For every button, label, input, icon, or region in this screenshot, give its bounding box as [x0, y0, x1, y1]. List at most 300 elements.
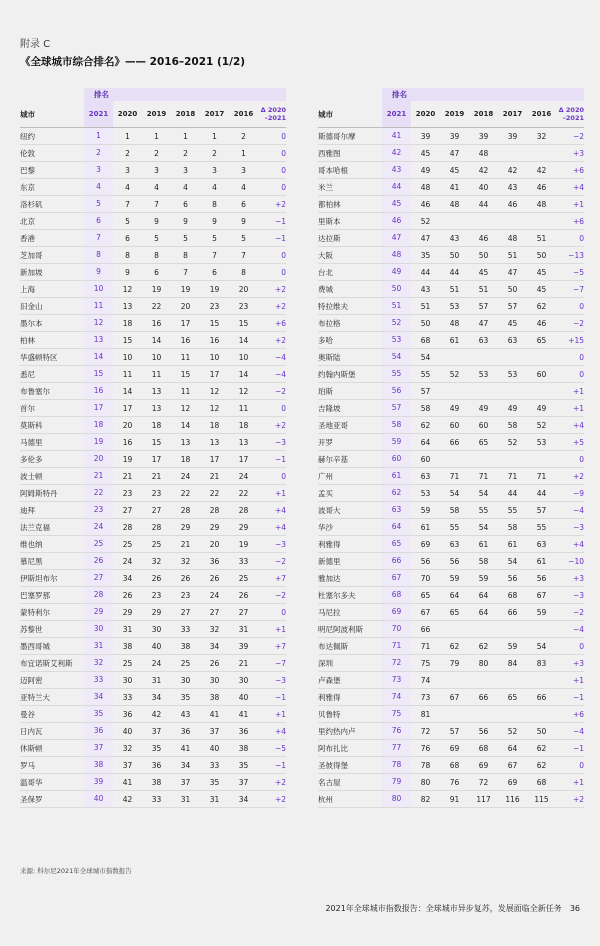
rank-value: 45 — [449, 165, 460, 175]
rank-2021: 38 — [84, 757, 113, 773]
rank-value: 21 — [151, 471, 162, 481]
rank-label: 排名 — [84, 88, 286, 101]
rank-value: 18 — [238, 420, 249, 430]
rank-value: 18 — [209, 420, 220, 430]
rank-value: 31 — [180, 794, 191, 804]
table-row — [318, 587, 584, 604]
rank-value: 30 — [151, 624, 162, 634]
rank-value: 19 — [238, 539, 249, 549]
rank-change: −4 — [572, 726, 584, 736]
rank-value: 2 — [212, 148, 217, 158]
rank-value: 14 — [238, 335, 249, 345]
rank-value: 74 — [420, 675, 431, 685]
rank-value: 17 — [209, 369, 220, 379]
table-row — [20, 264, 286, 281]
city-name: 芝加哥 — [20, 250, 43, 260]
rank-value: 56 — [449, 556, 460, 566]
city-name: 华盛顿特区 — [20, 352, 58, 362]
rank-value: 69 — [449, 743, 460, 753]
rank-value: 36 — [209, 556, 220, 566]
rank-value: 37 — [151, 726, 162, 736]
rank-value: 47 — [449, 148, 460, 158]
rank-value: 57 — [420, 386, 431, 396]
city-name: 雅加达 — [318, 573, 341, 583]
rank-value: 117 — [476, 794, 491, 804]
rank-value: 67 — [420, 607, 431, 617]
rank-value: 6 — [212, 267, 217, 277]
rank-change: 0 — [579, 641, 584, 651]
rank-value: 41 — [122, 777, 133, 787]
rank-value: 24 — [122, 556, 133, 566]
rank-value: 52 — [420, 216, 431, 226]
rank-value: 44 — [449, 267, 460, 277]
rank-value: 32 — [536, 131, 547, 141]
source-note: 来源: 科尔尼2021年全球城市指数报告 — [20, 867, 132, 875]
rank-value: 17 — [122, 403, 133, 413]
rank-value: 55 — [478, 505, 489, 515]
rank-value: 25 — [122, 658, 133, 668]
rank-value: 70 — [420, 573, 431, 583]
rank-change: −3 — [572, 522, 584, 532]
rank-value: 22 — [238, 488, 249, 498]
year-column-header: 2016 — [233, 110, 254, 118]
rank-value: 61 — [536, 556, 547, 566]
rank-value: 15 — [180, 369, 191, 379]
rank-value: 1 — [183, 131, 188, 141]
rank-value: 56 — [536, 573, 547, 583]
rank-change: −1 — [274, 454, 286, 464]
rank-change: −2 — [572, 131, 584, 141]
rank-2021: 61 — [382, 468, 411, 484]
city-name: 斯德哥尔摩 — [318, 131, 356, 141]
rank-value: 64 — [449, 590, 460, 600]
rank-value: 33 — [151, 794, 162, 804]
rank-2021: 1 — [84, 128, 113, 144]
rank-change: 0 — [579, 352, 584, 362]
table-row — [20, 706, 286, 723]
rank-value: 68 — [449, 760, 460, 770]
rank-value: 43 — [507, 182, 518, 192]
rank-value: 55 — [507, 505, 518, 515]
rank-change: −1 — [572, 692, 584, 702]
rank-value: 67 — [536, 590, 547, 600]
rank-value: 4 — [125, 182, 130, 192]
rank-value: 71 — [536, 471, 547, 481]
rank-value: 58 — [507, 420, 518, 430]
rank-value: 13 — [151, 403, 162, 413]
rank-value: 14 — [180, 420, 191, 430]
rank-value: 63 — [478, 335, 489, 345]
rank-value: 21 — [180, 539, 191, 549]
city-name: 马德里 — [20, 437, 43, 447]
rank-value: 8 — [125, 250, 130, 260]
rank-value: 26 — [122, 590, 133, 600]
rank-value: 52 — [507, 726, 518, 736]
rank-value: 54 — [478, 488, 489, 498]
rank-value: 65 — [507, 692, 518, 702]
rank-value: 42 — [536, 165, 547, 175]
rank-value: 8 — [212, 199, 217, 209]
city-name: 香港 — [20, 233, 35, 243]
rank-value: 58 — [507, 522, 518, 532]
rank-value: 1 — [154, 131, 159, 141]
table-row — [318, 604, 584, 621]
rank-2021: 70 — [382, 621, 411, 637]
rank-value: 44 — [507, 488, 518, 498]
table-row — [20, 604, 286, 621]
rank-value: 73 — [420, 692, 431, 702]
rank-value: 2 — [241, 131, 246, 141]
rank-change: −13 — [568, 250, 584, 260]
rank-value: 8 — [241, 267, 246, 277]
rank-value: 72 — [478, 777, 489, 787]
rank-value: 59 — [478, 573, 489, 583]
table-row — [318, 655, 584, 672]
rank-value: 38 — [122, 641, 133, 651]
rank-value: 62 — [536, 301, 547, 311]
rank-value: 21 — [238, 658, 249, 668]
rank-value: 11 — [151, 369, 162, 379]
rank-change: +15 — [568, 335, 584, 345]
rank-value: 59 — [420, 505, 431, 515]
rank-value: 63 — [449, 539, 460, 549]
rank-value: 23 — [151, 590, 162, 600]
city-name: 悉尼 — [20, 369, 35, 379]
rank-value: 84 — [507, 658, 518, 668]
city-name: 墨西哥城 — [20, 641, 50, 651]
rank-value: 48 — [478, 148, 489, 158]
year-column-header: 2016 — [531, 110, 552, 118]
rank-value: 33 — [209, 760, 220, 770]
rank-value: 35 — [180, 692, 191, 702]
rank-value: 38 — [209, 692, 220, 702]
city-name: 迪拜 — [20, 505, 35, 515]
rank-value: 64 — [478, 607, 489, 617]
rank-value: 51 — [420, 301, 431, 311]
rank-value: 30 — [238, 675, 249, 685]
rank-value: 26 — [209, 573, 220, 583]
rank-2021: 53 — [382, 332, 411, 348]
table-row — [318, 400, 584, 417]
rank-2021: 7 — [84, 230, 113, 246]
rank-value: 61 — [478, 539, 489, 549]
rank-value: 2 — [154, 148, 159, 158]
rank-value: 16 — [122, 437, 133, 447]
rank-value: 54 — [478, 522, 489, 532]
city-name: 波士顿 — [20, 471, 43, 481]
rank-2021: 62 — [382, 485, 411, 501]
rank-2021: 50 — [382, 281, 411, 297]
rank-value: 12 — [209, 386, 220, 396]
rank-value: 15 — [209, 318, 220, 328]
rank-change: +7 — [274, 573, 286, 583]
rank-change: +1 — [274, 624, 286, 634]
rank-value: 71 — [449, 471, 460, 481]
table-row — [20, 553, 286, 570]
city-name: 东京 — [20, 182, 35, 192]
rank-value: 20 — [122, 420, 133, 430]
table-row — [20, 689, 286, 706]
rank-change: +1 — [572, 386, 584, 396]
table-row — [318, 553, 584, 570]
rank-value: 31 — [122, 624, 133, 634]
rank-2021: 24 — [84, 519, 113, 535]
rank-value: 7 — [154, 199, 159, 209]
rank-2021: 66 — [382, 553, 411, 569]
rank-change: 0 — [281, 148, 286, 158]
rank-2021: 52 — [382, 315, 411, 331]
rank-value: 43 — [420, 284, 431, 294]
city-name: 布达佩斯 — [318, 641, 348, 651]
rank-value: 69 — [507, 777, 518, 787]
table-row — [20, 655, 286, 672]
year-column-header: 2017 — [502, 110, 523, 118]
rank-value: 54 — [507, 556, 518, 566]
rank-value: 4 — [154, 182, 159, 192]
rank-change: +1 — [572, 675, 584, 685]
rank-value: 31 — [151, 675, 162, 685]
rank-2021: 16 — [84, 383, 113, 399]
city-name: 旧金山 — [20, 301, 43, 311]
rank-2021: 68 — [382, 587, 411, 603]
table-row — [318, 366, 584, 383]
table-row — [318, 468, 584, 485]
rank-value: 116 — [505, 794, 520, 804]
table-row — [20, 774, 286, 791]
city-name: 莫斯科 — [20, 420, 43, 430]
column-header-row — [318, 101, 584, 128]
rank-value: 80 — [478, 658, 489, 668]
rank-change: −2 — [274, 590, 286, 600]
rank-value: 18 — [122, 318, 133, 328]
city-name: 杜塞尔多夫 — [318, 590, 356, 600]
footer-report-title: 2021年全球城市指数报告：全球城市异步复苏，发展面临全新任务 — [325, 904, 562, 913]
rank-change: +2 — [274, 284, 286, 294]
rank-value: 55 — [449, 522, 460, 532]
rank-value: 7 — [212, 250, 217, 260]
rank-value: 75 — [420, 658, 431, 668]
rank-change: +4 — [572, 539, 584, 549]
page-title: 《全球城市综合排名》—— 2016–2021 (1/2) — [20, 56, 246, 68]
rank-value: 32 — [122, 743, 133, 753]
rank-value: 19 — [180, 284, 191, 294]
city-name: 华沙 — [318, 522, 333, 532]
table-row — [318, 519, 584, 536]
rank-value: 16 — [151, 318, 162, 328]
rank-value: 76 — [420, 743, 431, 753]
change-column-header: Δ 2020 –2021 — [260, 106, 286, 122]
table-row — [20, 621, 286, 638]
rank-value: 9 — [125, 267, 130, 277]
rank-value: 14 — [238, 369, 249, 379]
rank-value: 11 — [122, 369, 133, 379]
rank-value: 36 — [180, 726, 191, 736]
rank-value: 71 — [478, 471, 489, 481]
rank-change: 0 — [281, 165, 286, 175]
rank-value: 23 — [180, 590, 191, 600]
rank-value: 60 — [420, 454, 431, 464]
rank-value: 66 — [536, 692, 547, 702]
rank-value: 9 — [183, 216, 188, 226]
rank-value: 16 — [209, 335, 220, 345]
rank-2021: 51 — [382, 298, 411, 314]
rank-value: 29 — [180, 522, 191, 532]
rank-value: 45 — [478, 267, 489, 277]
rank-value: 80 — [420, 777, 431, 787]
table-row — [20, 315, 286, 332]
rank-value: 65 — [478, 437, 489, 447]
table-row — [318, 536, 584, 553]
rank-change: +3 — [572, 658, 584, 668]
rank-value: 22 — [209, 488, 220, 498]
table-row — [20, 451, 286, 468]
rank-value: 38 — [238, 743, 249, 753]
rank-value: 33 — [180, 624, 191, 634]
city-name: 伊斯坦布尔 — [20, 573, 58, 583]
rank-value: 28 — [151, 522, 162, 532]
rank-value: 63 — [536, 539, 547, 549]
table-row — [20, 332, 286, 349]
rank-change: +6 — [572, 216, 584, 226]
rank-value: 18 — [151, 420, 162, 430]
rank-value: 12 — [209, 403, 220, 413]
table-row — [318, 485, 584, 502]
rank-change: −2 — [572, 318, 584, 328]
rank-2021: 72 — [382, 655, 411, 671]
rank-value: 1 — [125, 131, 130, 141]
rank-2021: 31 — [84, 638, 113, 654]
rank-value: 8 — [154, 250, 159, 260]
rank-value: 14 — [122, 386, 133, 396]
rank-value: 40 — [209, 743, 220, 753]
table-row — [318, 213, 584, 230]
table-row — [318, 315, 584, 332]
rank-value: 10 — [209, 352, 220, 362]
table-row — [318, 502, 584, 519]
city-column-header: 城市 — [318, 109, 333, 119]
city-name: 纽约 — [20, 131, 35, 141]
table-row — [318, 434, 584, 451]
rank-2021: 42 — [382, 145, 411, 161]
city-name: 布鲁塞尔 — [20, 386, 50, 396]
rank-value: 61 — [507, 539, 518, 549]
table-row — [318, 757, 584, 774]
rank-2021: 46 — [382, 213, 411, 229]
rank-value: 32 — [151, 556, 162, 566]
rank-value: 2 — [125, 148, 130, 158]
rank-value: 38 — [180, 641, 191, 651]
rank-value: 30 — [122, 675, 133, 685]
rank-value: 3 — [125, 165, 130, 175]
rank-value: 29 — [209, 522, 220, 532]
rank-value: 91 — [449, 794, 460, 804]
rank-change: −4 — [274, 369, 286, 379]
rank-value: 53 — [420, 488, 431, 498]
table-row — [318, 230, 584, 247]
rank-value: 23 — [122, 488, 133, 498]
rank-change: −4 — [572, 505, 584, 515]
rank-value: 34 — [180, 760, 191, 770]
rank-2021: 32 — [84, 655, 113, 671]
rank-value: 6 — [154, 267, 159, 277]
rank-value: 68 — [420, 335, 431, 345]
rank-value: 60 — [478, 420, 489, 430]
rank-change: +1 — [572, 777, 584, 787]
table-row — [20, 247, 286, 264]
table-row — [20, 281, 286, 298]
rank-change: 0 — [281, 471, 286, 481]
rank-value: 31 — [209, 794, 220, 804]
rank-value: 66 — [507, 607, 518, 617]
rank-2021: 65 — [382, 536, 411, 552]
rank-2021: 33 — [84, 672, 113, 688]
rank-2021: 23 — [84, 502, 113, 518]
rank-2021: 77 — [382, 740, 411, 756]
rank-change: +1 — [572, 403, 584, 413]
rank-value: 39 — [420, 131, 431, 141]
rank-2021: 80 — [382, 791, 411, 807]
table-row — [318, 145, 584, 162]
rank-value: 12 — [180, 403, 191, 413]
rank-change: −5 — [572, 267, 584, 277]
rank-value: 48 — [507, 233, 518, 243]
rank-2021: 6 — [84, 213, 113, 229]
rank-value: 62 — [449, 641, 460, 651]
city-name: 杭州 — [318, 794, 333, 804]
rank-2021: 4 — [84, 179, 113, 195]
rank-value: 68 — [536, 777, 547, 787]
rank-value: 71 — [420, 641, 431, 651]
rank-value: 9 — [212, 216, 217, 226]
rank-value: 49 — [507, 403, 518, 413]
table-row — [20, 723, 286, 740]
rank-value: 63 — [420, 471, 431, 481]
rank-value: 19 — [122, 454, 133, 464]
rank-value: 54 — [449, 488, 460, 498]
rank-value: 51 — [536, 233, 547, 243]
appendix-label: 附录 C — [20, 39, 51, 50]
rank-value: 7 — [125, 199, 130, 209]
rank-2021: 75 — [382, 706, 411, 722]
table-row — [318, 774, 584, 791]
city-name: 法兰克福 — [20, 522, 50, 532]
rank-value: 61 — [449, 335, 460, 345]
rank-change: −5 — [274, 743, 286, 753]
city-name: 北京 — [20, 216, 35, 226]
rank-change: +4 — [274, 505, 286, 515]
rank-2021: 18 — [84, 417, 113, 433]
rank-value: 3 — [154, 165, 159, 175]
table-row — [20, 434, 286, 451]
rank-value: 66 — [449, 437, 460, 447]
rank-value: 62 — [536, 760, 547, 770]
city-name: 布宜诺斯艾利斯 — [20, 658, 73, 668]
rank-2021: 28 — [84, 587, 113, 603]
rank-2021: 14 — [84, 349, 113, 365]
rank-2021: 5 — [84, 196, 113, 212]
rank-value: 44 — [536, 488, 547, 498]
rank-2021: 45 — [382, 196, 411, 212]
city-name: 广州 — [318, 471, 333, 481]
table-row — [20, 757, 286, 774]
rank-change: +1 — [274, 709, 286, 719]
rank-value: 79 — [449, 658, 460, 668]
rank-change: +2 — [572, 471, 584, 481]
city-name: 苏黎世 — [20, 624, 43, 634]
rank-2021: 78 — [382, 757, 411, 773]
rank-2021: 60 — [382, 451, 411, 467]
city-name: 台北 — [318, 267, 333, 277]
